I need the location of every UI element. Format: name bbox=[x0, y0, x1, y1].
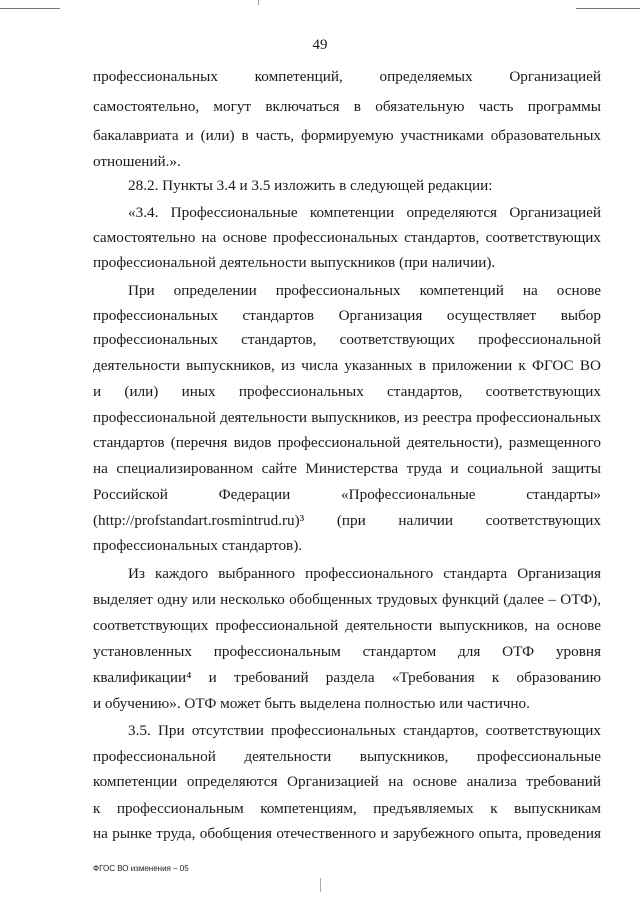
text-line: соответствующих профессиональной деятельности выпускников, на основе bbox=[93, 617, 601, 634]
text-line: профессиональных стандартов, соответствующих профессиональной bbox=[93, 331, 601, 348]
text-line: (http://profstandart.rosmintrud.ru)³ (при наличии соответствующих bbox=[93, 512, 601, 529]
text-line: Из каждого выбранного профессионального стандарта Организация bbox=[128, 565, 601, 582]
text-line: установленных профессиональным стандартом для ОТФ уровня bbox=[93, 643, 601, 660]
text-line: профессиональных компетенций, определяемых Организацией bbox=[93, 68, 601, 85]
text-line: выделяет одну или несколько обобщенных трудовых функций (далее – ОТФ), bbox=[93, 591, 601, 608]
text-line: бакалавриата и (или) в часть, формируемую участниками образовательных bbox=[93, 127, 601, 144]
text-line: профессиональных стандартов). bbox=[93, 537, 303, 554]
text-line: профессиональной деятельности выпускников, из реестра профессиональных bbox=[93, 409, 601, 426]
text-line: и обучению». ОТФ может быть выделена полностью или частично. bbox=[93, 695, 530, 712]
text-line: «3.4. Профессиональные компетенции определяются Организацией bbox=[128, 204, 601, 221]
text-line: самостоятельно на основе профессиональных стандартов, соответствующих bbox=[93, 229, 601, 246]
text-line: 28.2. Пункты 3.4 и 3.5 изложить в следующей редакции: bbox=[128, 177, 493, 194]
text-line: стандартов (перечня видов профессиональной деятельности), размещенного bbox=[93, 434, 601, 451]
text-line: профессиональных стандартов Организация осуществляет выбор bbox=[93, 307, 601, 324]
text-line: 3.5. При отсутствии профессиональных стандартов, соответствующих bbox=[128, 722, 601, 739]
page-footer: ФГОС ВО изменения – 05 bbox=[93, 864, 189, 873]
text-line: самостоятельно, могут включаться в обязательную часть программы bbox=[93, 98, 601, 115]
text-line: квалификации⁴ и требований раздела «Требования к образованию bbox=[93, 669, 601, 686]
text-line: на рынке труда, обобщения отечественного и зарубежного опыта, проведения bbox=[93, 825, 601, 842]
scan-edge-mark bbox=[258, 0, 259, 5]
text-line: отношений.». bbox=[93, 153, 181, 170]
text-line: профессиональной деятельности выпускников (при наличии). bbox=[93, 254, 496, 271]
text-line: компетенции определяются Организацией на основе анализа требований bbox=[93, 773, 601, 790]
text-line: Российской Федерации «Профессиональные стандарты» bbox=[93, 486, 601, 503]
page-number: 49 bbox=[312, 37, 328, 53]
text-line: профессиональной деятельности выпускников, профессиональные bbox=[93, 748, 601, 765]
text-line: на специализированном сайте Министерства труда и социальной защиты bbox=[93, 460, 601, 477]
text-line: При определении профессиональных компетенций на основе bbox=[128, 282, 601, 299]
text-line: к профессиональным компетенциям, предъявляемых к выпускникам bbox=[93, 800, 601, 817]
text-line: деятельности выпускников, из числа указанных в приложении к ФГОС ВО bbox=[93, 357, 601, 374]
scan-edge-mark bbox=[0, 8, 60, 9]
scan-edge-mark bbox=[576, 8, 640, 9]
text-line: и (или) иных профессиональных стандартов, соответствующих bbox=[93, 383, 601, 400]
scan-edge-mark bbox=[320, 878, 321, 892]
